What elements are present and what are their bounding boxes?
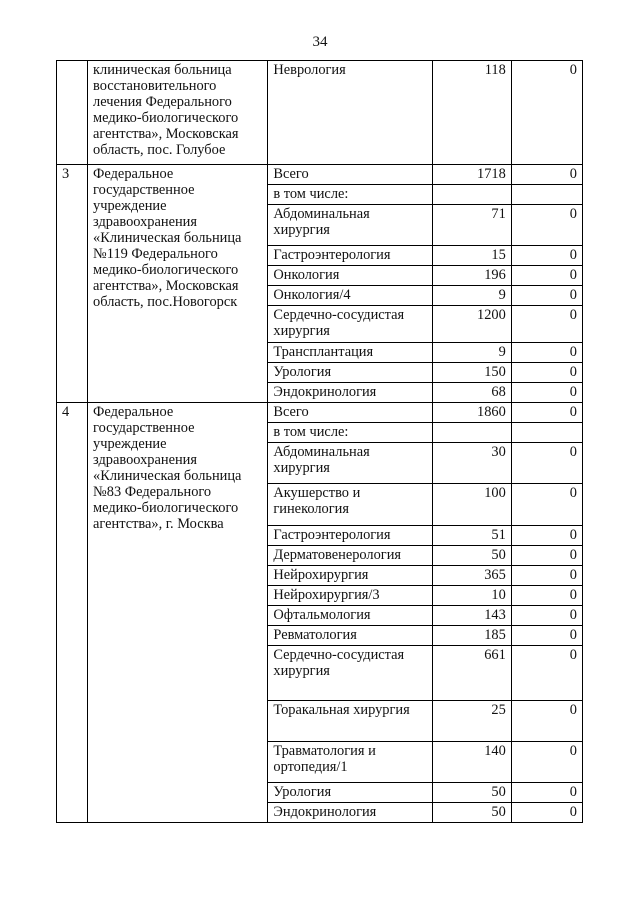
specialty-cell: Нейрохирургия/3: [268, 586, 432, 606]
specialty-cell: Ревматология: [268, 626, 432, 646]
secondary-value-cell: 0: [511, 646, 582, 701]
secondary-value-cell: 0: [511, 165, 582, 185]
secondary-value-cell: 0: [511, 286, 582, 306]
secondary-value-cell: 0: [511, 306, 582, 343]
quota-value-cell: 196: [432, 266, 511, 286]
specialty-cell: Абдоминальная хирургия: [268, 443, 432, 484]
secondary-value-cell: 0: [511, 783, 582, 803]
specialty-cell: Гастроэнтерология: [268, 526, 432, 546]
secondary-value-cell: 0: [511, 403, 582, 423]
quota-value-cell: 50: [432, 783, 511, 803]
secondary-value-cell: 0: [511, 383, 582, 403]
institution-name-cell: Федеральное государственное учреждение здравоохранения «Клиническая больница №83 Федерального медико-биологического агентства», г. Москва: [88, 403, 268, 823]
secondary-value-cell: 0: [511, 626, 582, 646]
quota-value-cell: 118: [432, 61, 511, 165]
specialty-cell: Урология: [268, 363, 432, 383]
page-number: 34: [312, 34, 328, 50]
quota-value-cell: 185: [432, 626, 511, 646]
specialty-cell: Онкология: [268, 266, 432, 286]
row-number-cell: 4: [57, 403, 88, 823]
specialty-cell: Травматология и ортопедия/1: [268, 742, 432, 783]
quota-value-cell: 50: [432, 546, 511, 566]
secondary-value-cell: 0: [511, 363, 582, 383]
quota-value-cell: 50: [432, 803, 511, 823]
secondary-value-cell: [511, 423, 582, 443]
secondary-value-cell: 0: [511, 343, 582, 363]
secondary-value-cell: 0: [511, 205, 582, 246]
specialty-cell: Офтальмология: [268, 606, 432, 626]
quota-value-cell: [432, 185, 511, 205]
secondary-value-cell: 0: [511, 526, 582, 546]
secondary-value-cell: 0: [511, 546, 582, 566]
specialty-cell: Абдоминальная хирургия: [268, 205, 432, 246]
quota-value-cell: 150: [432, 363, 511, 383]
quota-value-cell: 1200: [432, 306, 511, 343]
table-row: [57, 403, 583, 423]
quota-value-cell: 71: [432, 205, 511, 246]
institution-name-cell: клиническая больница восстановительного лечения Федерального медико-биологического агентства», Московская область, пос. Голубое: [88, 61, 268, 165]
specialty-cell: Всего: [268, 165, 432, 185]
specialty-cell: в том числе:: [268, 185, 432, 205]
secondary-value-cell: 0: [511, 566, 582, 586]
specialty-cell: Трансплантация: [268, 343, 432, 363]
row-number-cell: [57, 61, 88, 165]
secondary-value-cell: 0: [511, 606, 582, 626]
specialty-cell: Дерматовенерология: [268, 546, 432, 566]
table-row: [57, 61, 583, 165]
specialty-cell: Сердечно-сосудистая хирургия: [268, 646, 432, 701]
specialty-cell: Торакальная хирургия: [268, 701, 432, 742]
specialty-cell: Неврология: [268, 61, 432, 165]
secondary-value-cell: 0: [511, 246, 582, 266]
specialty-cell: Акушерство и гинекология: [268, 484, 432, 526]
institution-name-cell: Федеральное государственное учреждение здравоохранения «Клиническая больница №119 Федерального медико-биологического агентства», Московская область, пос.Новогорск: [88, 165, 268, 403]
secondary-value-cell: 0: [511, 266, 582, 286]
quota-value-cell: 9: [432, 286, 511, 306]
quota-value-cell: 9: [432, 343, 511, 363]
secondary-value-cell: [511, 185, 582, 205]
specialty-cell: Онкология/4: [268, 286, 432, 306]
specialty-cell: Нейрохирургия: [268, 566, 432, 586]
quota-value-cell: 25: [432, 701, 511, 742]
quota-value-cell: 1860: [432, 403, 511, 423]
specialty-cell: в том числе:: [268, 423, 432, 443]
secondary-value-cell: 0: [511, 586, 582, 606]
specialty-cell: Урология: [268, 783, 432, 803]
secondary-value-cell: 0: [511, 803, 582, 823]
quota-value-cell: 30: [432, 443, 511, 484]
quota-value-cell: 15: [432, 246, 511, 266]
specialty-cell: Сердечно-сосудистая хирургия: [268, 306, 432, 343]
quota-value-cell: 1718: [432, 165, 511, 185]
quota-value-cell: [432, 423, 511, 443]
specialty-cell: Эндокринология: [268, 383, 432, 403]
quota-value-cell: 51: [432, 526, 511, 546]
quota-value-cell: 365: [432, 566, 511, 586]
row-number-cell: 3: [57, 165, 88, 403]
hospital-capacity-table: [56, 60, 583, 823]
quota-value-cell: 68: [432, 383, 511, 403]
secondary-value-cell: 0: [511, 701, 582, 742]
table-row: [57, 165, 583, 185]
table-body: [57, 61, 583, 823]
secondary-value-cell: 0: [511, 443, 582, 484]
quota-value-cell: 10: [432, 586, 511, 606]
specialty-cell: Эндокринология: [268, 803, 432, 823]
secondary-value-cell: 0: [511, 742, 582, 783]
quota-value-cell: 140: [432, 742, 511, 783]
secondary-value-cell: 0: [511, 61, 582, 165]
secondary-value-cell: 0: [511, 484, 582, 526]
quota-value-cell: 143: [432, 606, 511, 626]
quota-value-cell: 100: [432, 484, 511, 526]
specialty-cell: Всего: [268, 403, 432, 423]
specialty-cell: Гастроэнтерология: [268, 246, 432, 266]
quota-value-cell: 661: [432, 646, 511, 701]
